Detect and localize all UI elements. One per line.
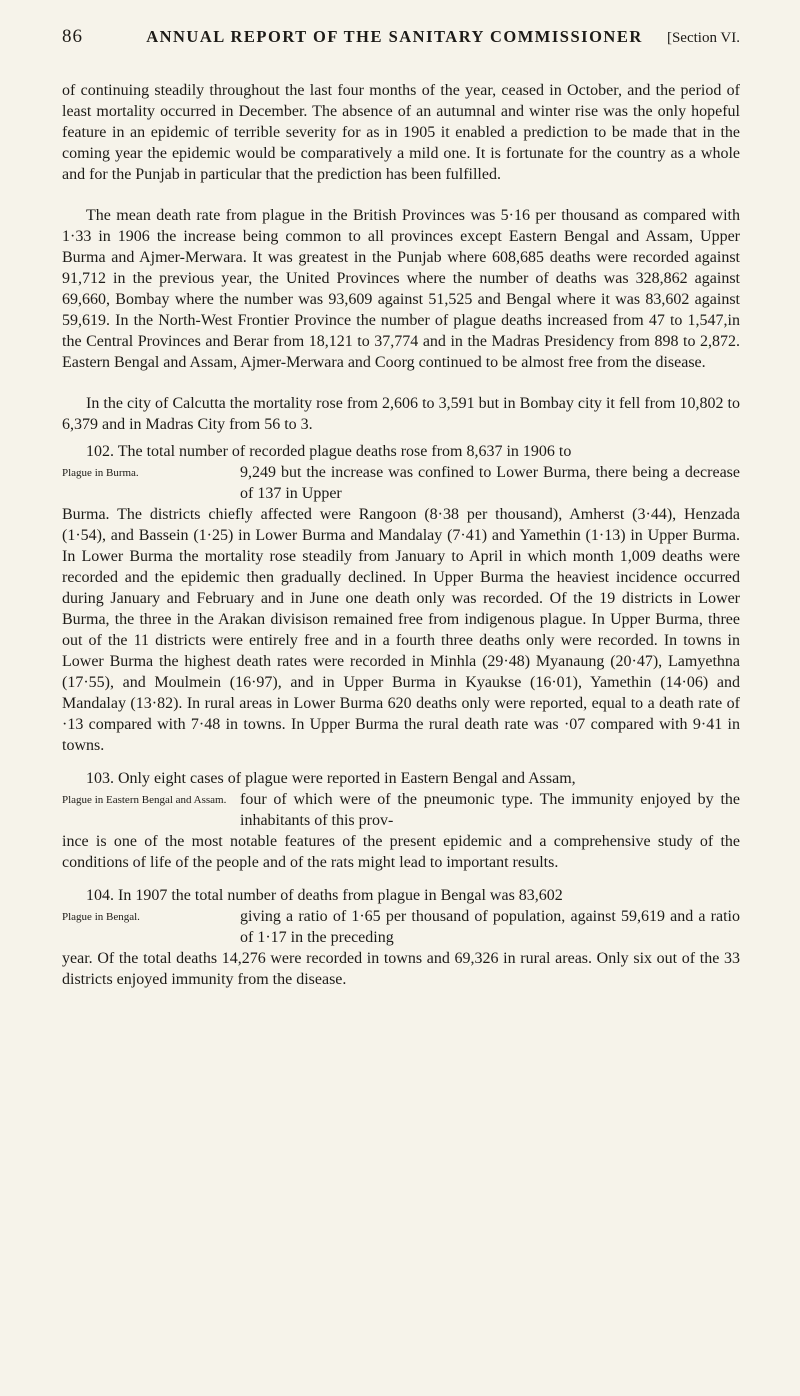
page-body	[62, 80, 740, 1002]
section-104-body: year. Of the total deaths 14,276 were recorded in towns and 69,326 in rural areas. Only six out of the 33 districts enjoyed immunity from the disease.	[62, 950, 740, 988]
paragraph-calcutta: In the city of Calcutta the mortality rose from 2,606 to 3,591 but in Bombay city it fell from 10,802 to 6,379 and in Madras City from 56 to 3.	[62, 395, 740, 433]
paragraph-mean-death-rate: The mean death rate from plague in the British Provinces was 5·16 per thousand as compared with 1·33 in 1906 the increase being common to all provinces except Eastern Bengal and Assam, Upper Burma and Ajmer-Merwara. It was greatest in the Punjab where 608,685 deaths were recorded against 91,712 in the previous year, the United Provinces where the number of deaths was 328,862 against 69,660, Bombay where the number was 93,609 against 51,525 and Bengal where it was 83,602 against 59,619. In the North-West Frontier Province the number of plague deaths increased from 47 to 1,547,in the Central Provinces and Berar from 18,121 to 37,774 and in the Madras Presidency from 898 to 2,872. Eastern Bengal and Assam, Ajmer-Merwara and Coorg continued to be almost free from the disease.	[62, 207, 740, 371]
section-102-side-text: 9,249 but the increase was confined to Lower Burma, there being a decrease of 137 in Upper	[240, 464, 740, 502]
section-102-lead: 102. The total number of recorded plague deaths rose from 8,637 in 1906 to	[86, 443, 572, 460]
section-103-side-text: four of which were of the pneumonic type. The immunity enjoyed by the inhabitants of this prov-	[240, 791, 740, 829]
section-103-body: ince is one of the most notable features of the present epidemic and a comprehensive study of the conditions of life of the people and of the rats might lead to important results.	[62, 833, 740, 871]
section-104	[62, 885, 740, 990]
section-102-body: Burma. The districts chiefly affected were Rangoon (8·38 per thousand), Amherst (3·44), Henzada (1·54), and Bassein (1·25) in Lower Burma and Mandalay (7·41) and Yamethin (1·13) in Upper Burma. In Lower Burma the mortality rose steadily from January to April in which month 1,009 deaths were recorded and the epidemic then gradually declined. In Upper Burma the heaviest incidence occurred during January and February and in June one death only was recorded. Of the 19 districts in Lower Burma, the three in the Arakan divisison remained free from indigenous plague. In Upper Burma, three out of the 11 districts were entirely free and in a fourth three deaths only were recorded. In towns in Lower Burma the highest death rates were recorded in Minhla (29·48) Myanaung (20·47), Lamyethna (17·55), and Moulmein (16·97), and in Upper Burma in Kyaukse (16·01), Yamethin (14·06) and Mandalay (13·82). In rural areas in Lower Burma 620 deaths only were reported, equal to a death rate of ·13 compared with 7·48 in towns. In Upper Burma the rural death rate was ·07 compared with 9·41 in towns.	[62, 506, 740, 754]
paragraph-continuation: of continuing steadily throughout the last four months of the year, ceased in October, and the period of least mortality occurred in December. The absence of an autumnal and winter rise was the only hopeful feature in an epidemic of terrible severity for as in 1905 it enabled a prediction to be made that in the coming year the epidemic would be comparatively a mild one. It is fortunate for the country as a whole and for the Punjab in particular that the prediction has been fulfilled.	[62, 82, 740, 183]
sidenote-plague-eastern-bengal-assam: Plague in Eastern Bengal and Assam.	[62, 794, 227, 806]
section-label: [Section VI.	[666, 30, 740, 46]
section-104-side-text: giving a ratio of 1·65 per thousand of population, against 59,619 and a ratio of 1·17 in the preceding	[240, 908, 740, 946]
page-header	[62, 26, 740, 54]
page-number: 86	[62, 26, 83, 47]
section-104-side-block	[62, 906, 740, 948]
running-head: ANNUAL REPORT OF THE SANITARY COMMISSIONER	[146, 27, 643, 46]
section-102	[62, 441, 740, 756]
section-104-lead: 104. In 1907 the total number of deaths from plague in Bengal was 83,602	[86, 887, 563, 904]
section-103-side-block	[62, 789, 740, 831]
sidenote-plague-in-burma: Plague in Burma.	[62, 467, 139, 479]
section-103	[62, 768, 740, 873]
sidenote-plague-in-bengal: Plague in Bengal.	[62, 911, 140, 923]
section-103-lead: 103. Only eight cases of plague were reported in Eastern Bengal and Assam,	[86, 770, 576, 787]
section-102-side-block	[62, 462, 740, 504]
